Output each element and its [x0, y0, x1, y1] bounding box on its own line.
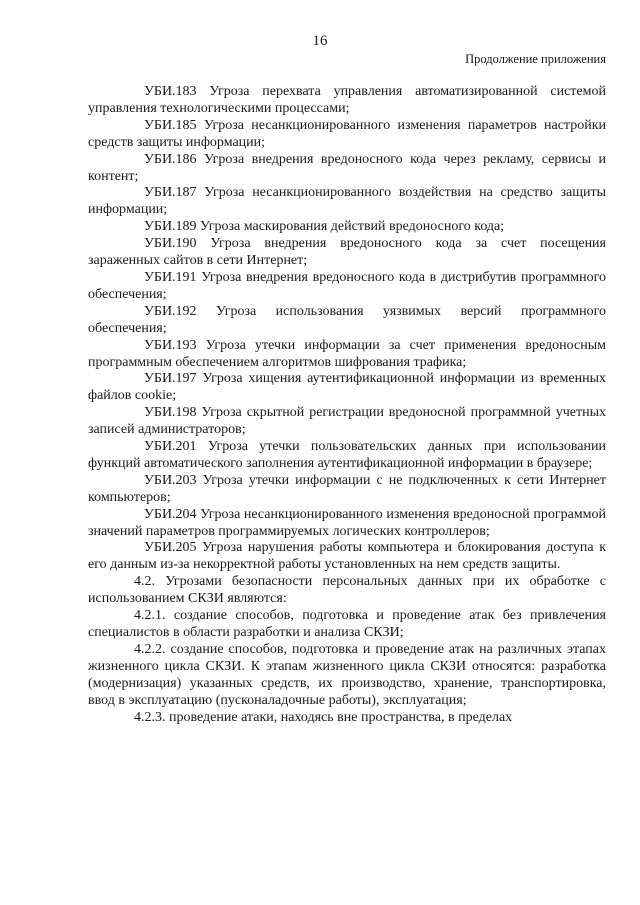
paragraph-ubi-193: УБИ.193 Угроза утечки информации за счет применения вредоносным программным обеспечением алгоритмов шифрования трафика; — [88, 337, 606, 370]
section-4-2: 4.2. Угрозами безопасности персональных данных при их обработке с использованием СКЗИ являются: — [88, 574, 606, 607]
paragraph-ubi-192: УБИ.192 Угроза использования уязвимых версий программного обеспечения; — [88, 303, 606, 336]
paragraph-ubi-186: УБИ.186 Угроза внедрения вредоносного кода через рекламу, сервисы и контент; — [88, 151, 606, 184]
section-4-2-2: 4.2.2. создание способов, подготовка и проведение атак на различных этапах жизненного цикла СКЗИ. К этапам жизненного цикла СКЗИ относятся: разработка (модернизация) указанных средств, их производство, хранение, транспортировка, ввод в эксплуатацию (пусконаладочные работы), эксплуатация; — [88, 641, 606, 708]
paragraph-ubi-201: УБИ.201 Угроза утечки пользовательских данных при использовании функций автоматического заполнения аутентификационной информации в браузере; — [88, 439, 606, 471]
paragraph-ubi-185: УБИ.185 Угроза несанкционированного изменения параметров настройки средств защиты информации; — [88, 117, 606, 150]
paragraph-ubi-190: УБИ.190 Угроза внедрения вредоносного кода за счет посещения зараженных сайтов в сети Интернет; — [88, 236, 606, 269]
page-number: 16 — [312, 33, 328, 49]
paragraph-ubi-204: УБИ.204 Угроза несанкционированного изменения вредоносной программой значений параметров программируемых логических контроллеров; — [88, 506, 606, 539]
section-4-2-3: 4.2.3. проведение атаки, находясь вне пространства, в пределах — [134, 709, 513, 725]
paragraph-ubi-189: УБИ.189 Угроза маскирования действий вредоносного кода; — [144, 219, 505, 235]
paragraph-ubi-187: УБИ.187 Угроза несанкционированного воздействия на средство защиты информации; — [88, 185, 606, 218]
paragraph-ubi-203: УБИ.203 Угроза утечки информации с не подключенных к сети Интернет компьютеров; — [88, 472, 606, 505]
paragraph-ubi-183: УБИ.183 Угроза перехвата управления автоматизированной системой управления технологическими процессами; — [88, 84, 606, 116]
paragraph-ubi-197: УБИ.197 Угроза хищения аутентификационной информации из временных файлов cookie; — [88, 371, 606, 404]
paragraph-ubi-191: УБИ.191 Угроза внедрения вредоносного кода в дистрибутив программного обеспечения; — [88, 269, 606, 302]
section-4-2-1: 4.2.1. создание способов, подготовка и проведение атак без привлечения специалистов в области разработки и анализа СКЗИ; — [88, 608, 606, 640]
body-text — [88, 84, 606, 726]
paragraph-ubi-198: УБИ.198 Угроза скрытной регистрации вредоносной программной учетных записей администраторов; — [88, 405, 606, 438]
paragraph-ubi-205: УБИ.205 Угроза нарушения работы компьютера и блокирования доступа к его данным из-за некорректной работы установленных на нем средств защиты. — [88, 540, 606, 573]
running-head: Продолжение приложения — [465, 52, 606, 66]
